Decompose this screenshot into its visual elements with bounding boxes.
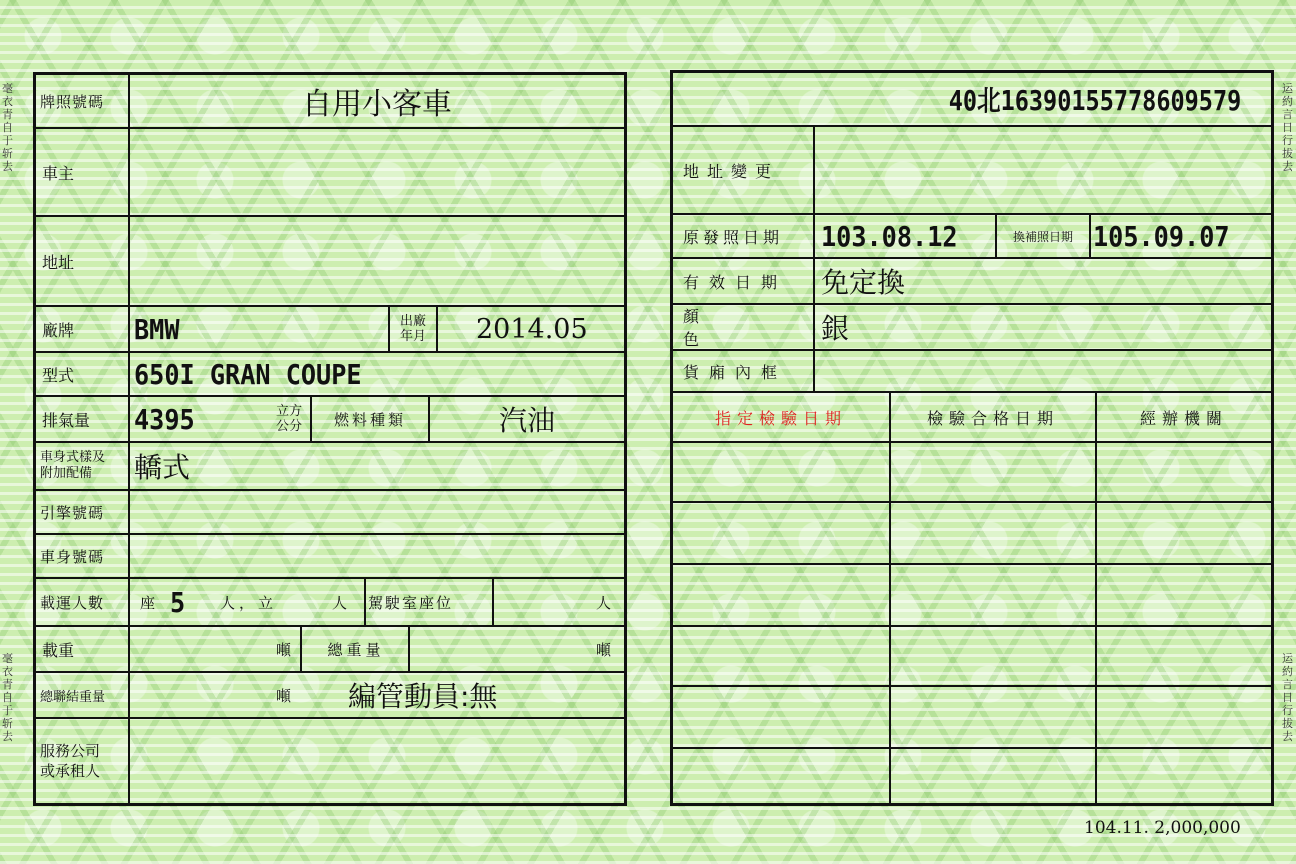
address-label: 地址 [36, 217, 130, 305]
mfg-label: 出廠年月 [399, 314, 426, 344]
load-row [36, 625, 624, 671]
valid-value: 免定換 [821, 266, 906, 299]
total-link-row [36, 671, 624, 717]
cockpit-unit: 人 [596, 593, 612, 612]
valid-row [673, 257, 1271, 303]
chassis-label: 車身號碼 [36, 535, 130, 577]
passenger-label: 載運人數 [36, 579, 130, 625]
registration-panel [670, 70, 1274, 806]
gross-label: 總重量 [327, 640, 385, 659]
plate-row [36, 75, 624, 127]
seat-value: 5 [170, 585, 186, 619]
color-value: 銀 [821, 312, 850, 345]
displacement-label: 排氣量 [36, 397, 130, 441]
seat-prefix: 座 [140, 593, 156, 612]
service-label: 服務公司 或承租人 [36, 719, 130, 803]
issue-date-label: 原發照日期 [673, 215, 815, 257]
model-value: 650I GRAN COUPE [134, 357, 362, 391]
issue-date-row [673, 213, 1271, 257]
engine-row [36, 489, 624, 533]
plate-value: 自用小客車 [302, 87, 452, 122]
model-label: 型式 [36, 353, 130, 395]
side-text-left-top: 毫衣青自于斩去 [2, 82, 13, 173]
cargo-label: 貨廂內框 [673, 351, 815, 391]
chassis-row [36, 533, 624, 577]
seat-mid: 人，立 [220, 593, 278, 612]
color-row [673, 303, 1271, 349]
col-designated-header: 指定檢驗日期 [714, 408, 847, 428]
col-authority-header: 經辦機關 [1139, 408, 1228, 428]
brand-label: 廠牌 [36, 307, 130, 351]
table-row-line [673, 747, 1271, 749]
cockpit-label: 駕駛室座位 [368, 593, 454, 612]
serial-number: 40北16390155778609579 [948, 84, 1241, 117]
serial-row [673, 73, 1271, 125]
table-row-line [673, 441, 1271, 443]
fuel-value: 汽油 [498, 404, 555, 437]
table-divider [1095, 393, 1097, 803]
side-text-right-top: 运約言日行拔去 [1282, 82, 1293, 173]
brand-value: BMW [134, 312, 180, 346]
body-label: 車身式樣及 附加配備 [36, 443, 130, 489]
owner-label: 車主 [36, 129, 130, 215]
body-value: 轎式 [134, 451, 191, 484]
cargo-row [673, 349, 1271, 391]
side-text-right-bottom: 运約言日行拔去 [1282, 652, 1293, 743]
mfg-value: 2014.05 [476, 313, 588, 345]
displacement-value: 4395 [134, 402, 195, 436]
load-label: 載重 [36, 627, 130, 671]
engine-label: 引擎號碼 [36, 491, 130, 533]
table-divider [889, 393, 891, 803]
reissue-label: 換補照日期 [1012, 229, 1073, 244]
valid-label: 有效日期 [673, 259, 815, 303]
table-row-line [673, 563, 1271, 565]
service-row [36, 717, 624, 803]
color-label: 顏色 [673, 305, 815, 349]
col-passed-header: 檢驗合格日期 [926, 408, 1059, 428]
displacement-row [36, 395, 624, 441]
gross-unit: 噸 [596, 640, 612, 659]
load-unit: 噸 [276, 640, 292, 659]
print-code: 104.11. 2,000,000 [1084, 818, 1241, 838]
total-link-unit: 噸 [276, 686, 292, 705]
table-row-line [673, 625, 1271, 627]
table-row-line [673, 501, 1271, 503]
passenger-row [36, 577, 624, 625]
total-link-label: 總聯結重量 [36, 673, 130, 717]
brand-row [36, 305, 624, 351]
body-row [36, 441, 624, 489]
fuel-label: 燃料種類 [333, 410, 406, 429]
seat-unit: 人 [332, 593, 348, 612]
table-row-line [673, 685, 1271, 687]
inspection-table [673, 391, 1271, 803]
addr-change-row [673, 125, 1271, 213]
reissue-value: 105.09.07 [1093, 219, 1230, 253]
displacement-unit: 立方公分 [275, 404, 302, 434]
vehicle-info-panel [33, 72, 627, 806]
addr-change-label: 地址變更 [673, 127, 815, 213]
model-row [36, 351, 624, 395]
side-text-left-bottom: 毫衣青自于斩去 [2, 652, 13, 743]
plate-label: 牌照號碼 [36, 75, 130, 127]
owner-row [36, 127, 624, 215]
mobilization-note: 編管動員:無 [348, 680, 498, 713]
issue-date-value: 103.08.12 [821, 219, 958, 253]
address-row [36, 215, 624, 305]
